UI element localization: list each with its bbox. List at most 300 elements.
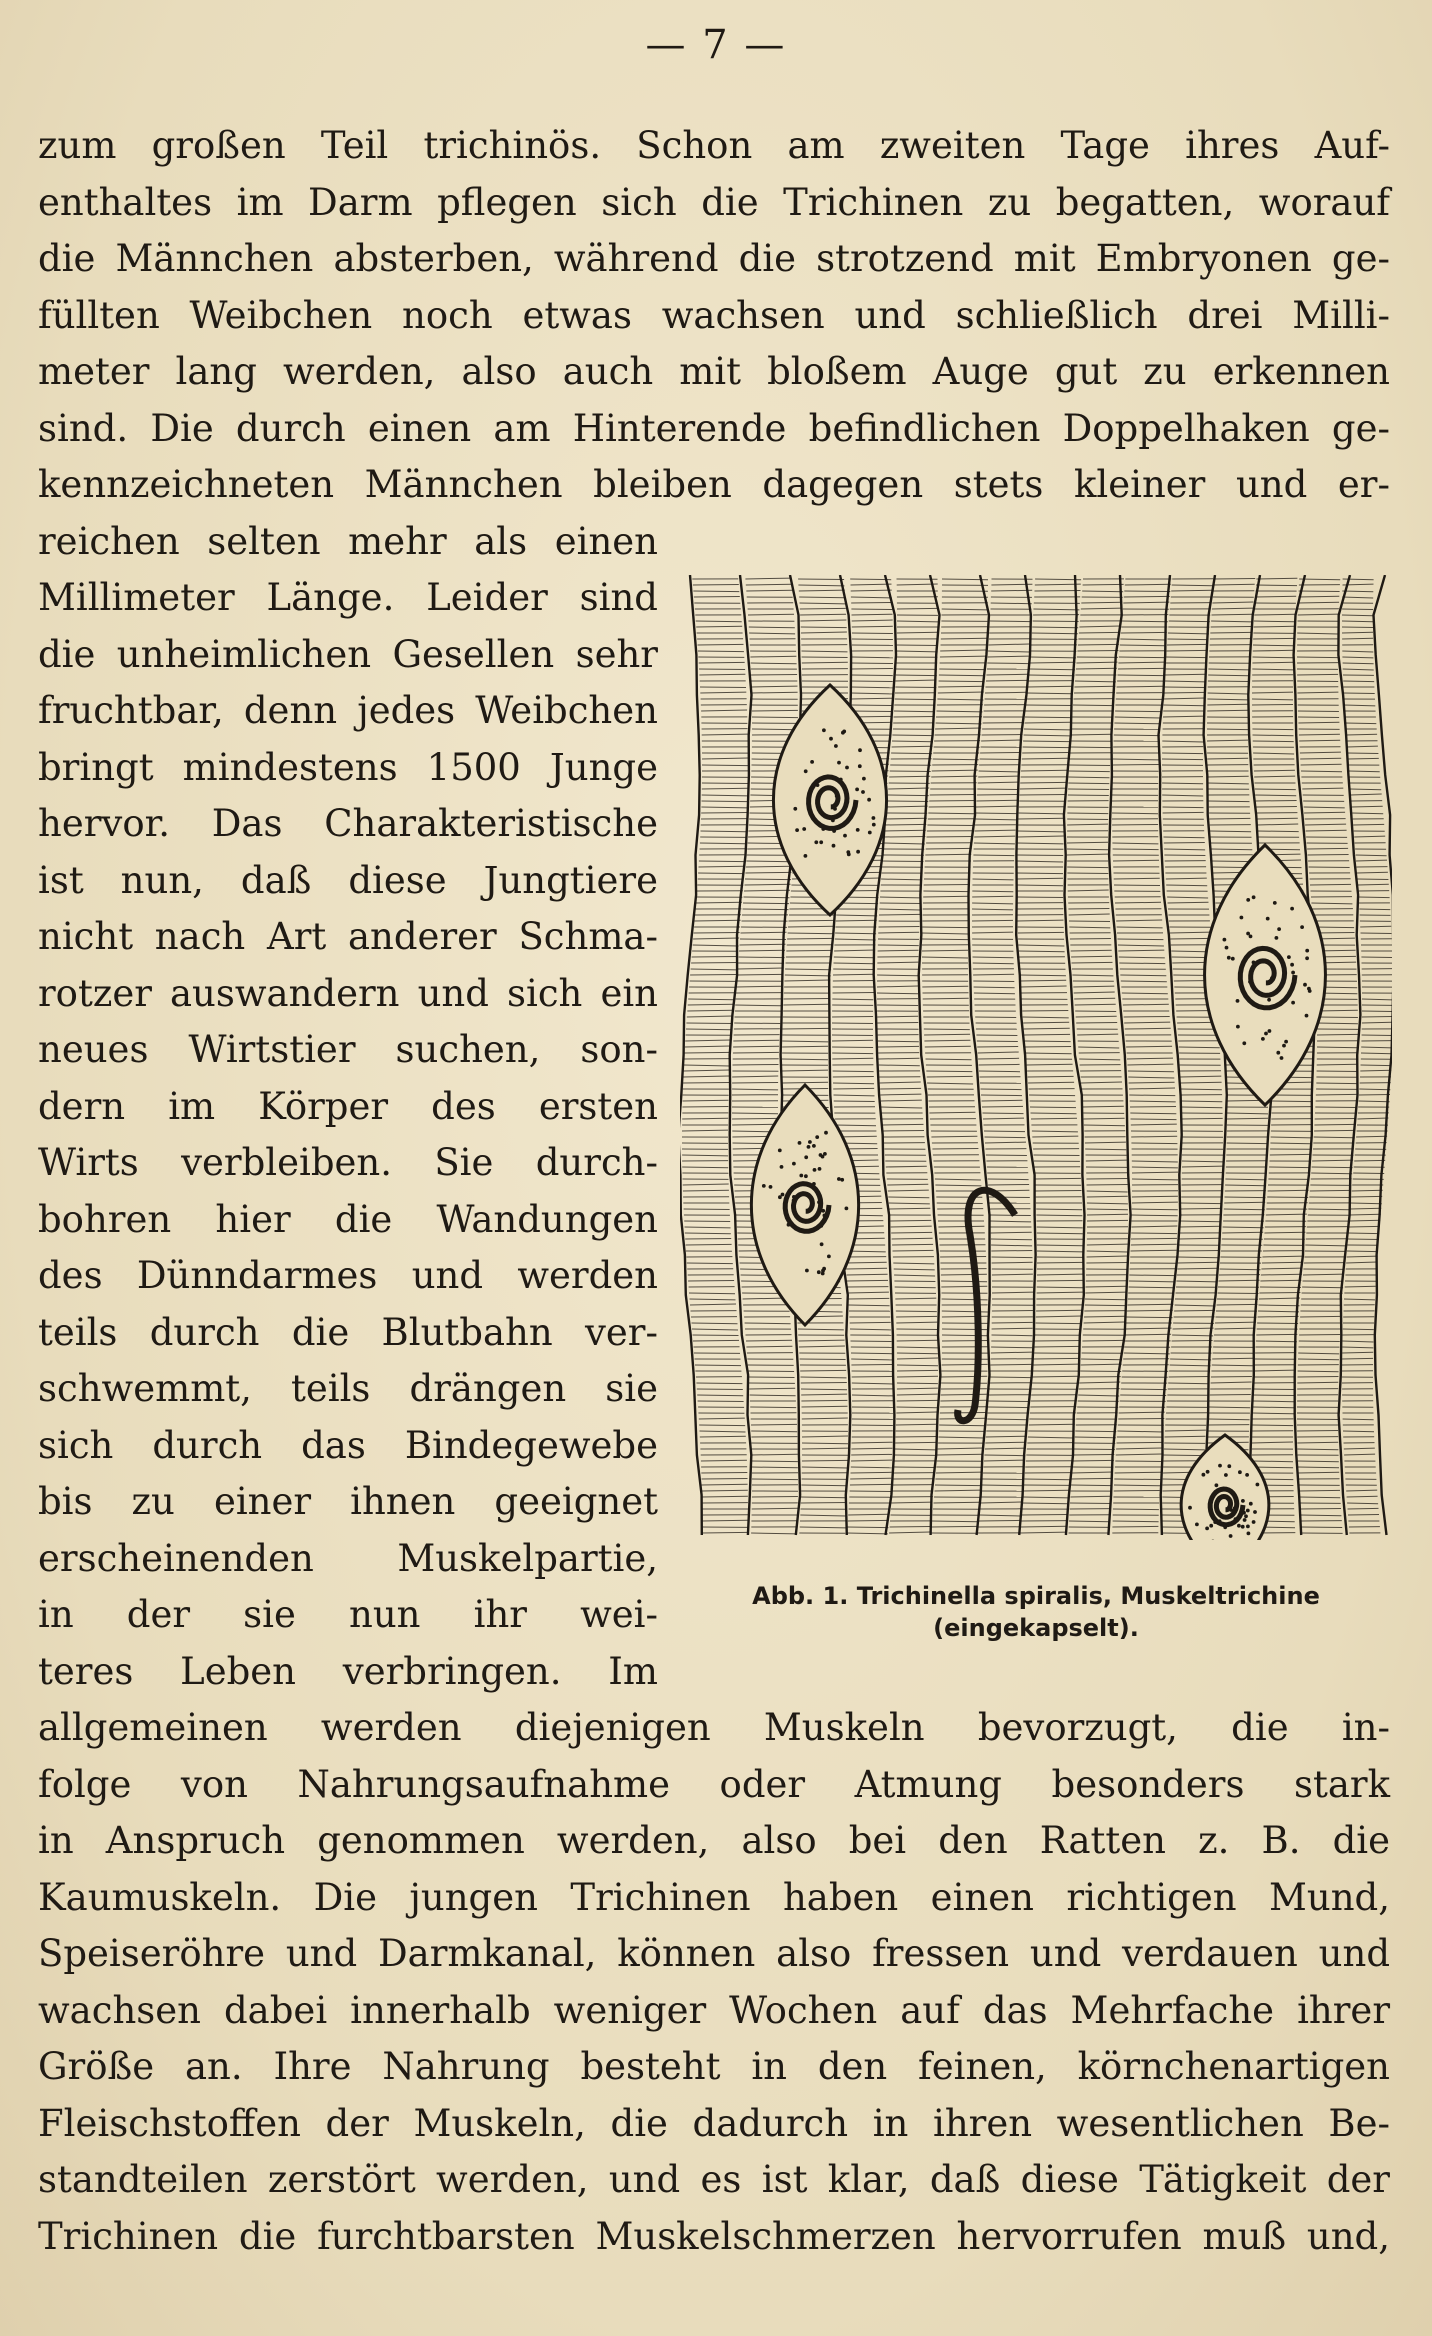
striation (897, 1353, 938, 1354)
striation (1165, 1436, 1206, 1437)
striation (1069, 765, 1110, 766)
striation (1112, 783, 1158, 784)
striation (976, 1035, 1017, 1036)
striation (847, 1280, 888, 1281)
striation (1308, 1209, 1349, 1210)
striation (1303, 1274, 1344, 1275)
striation (922, 933, 968, 934)
striation (890, 1220, 931, 1221)
striation (1037, 1233, 1083, 1234)
striation (701, 813, 747, 814)
striation (987, 663, 1028, 664)
striation (740, 944, 786, 945)
striation (926, 848, 972, 849)
striation (1087, 1209, 1128, 1210)
striation (1072, 962, 1113, 963)
striation (992, 1274, 1033, 1275)
striation (832, 999, 873, 1000)
striation (1252, 662, 1293, 663)
striation (1220, 1269, 1261, 1270)
striation (1252, 669, 1293, 670)
striation (1345, 723, 1376, 724)
striation (1118, 668, 1164, 669)
striation (851, 597, 892, 598)
striation (1298, 1359, 1339, 1360)
striation (1350, 789, 1381, 790)
striation (1162, 759, 1203, 760)
striation (1077, 651, 1118, 652)
striation (702, 758, 748, 759)
striation (1035, 584, 1081, 585)
striation (687, 1016, 733, 1017)
striation (1020, 975, 1066, 976)
striation (783, 1028, 829, 1029)
striation (1033, 1364, 1079, 1365)
text-line: teres Leben verbringen. Im (38, 1650, 658, 1693)
striation (698, 1401, 744, 1402)
striation (1131, 1143, 1177, 1144)
striation (785, 975, 831, 976)
striation (739, 950, 785, 951)
striation (698, 651, 744, 652)
striation (927, 1083, 973, 1084)
striation (1261, 1274, 1302, 1275)
striation (1075, 1004, 1116, 1005)
striation (1021, 986, 1067, 987)
striation (1254, 1370, 1295, 1371)
striation (1299, 734, 1340, 735)
striation (1256, 1334, 1297, 1335)
striation (924, 885, 970, 886)
striation (889, 1532, 930, 1533)
striation (1351, 1203, 1382, 1204)
striation (1114, 1479, 1160, 1480)
striation (1020, 788, 1066, 789)
striation (935, 728, 981, 729)
striation (923, 891, 969, 892)
striation (1029, 1095, 1075, 1096)
text-line: erscheinenden Muskelpartie, (38, 1537, 658, 1580)
striation (1215, 1328, 1256, 1329)
striation (940, 1400, 986, 1401)
striation (1031, 1113, 1077, 1114)
striation (1024, 729, 1070, 730)
striation (1131, 1136, 1177, 1137)
striation (878, 945, 919, 946)
striation (692, 957, 738, 958)
striation (931, 1136, 977, 1137)
striation (1297, 657, 1338, 658)
striation (877, 975, 918, 976)
striation (1299, 1490, 1340, 1491)
striation (1301, 1527, 1342, 1528)
striation (1357, 879, 1388, 880)
striation (752, 686, 798, 687)
striation (687, 1010, 733, 1011)
striation (733, 1046, 779, 1047)
striation (682, 1130, 728, 1131)
striation (1253, 753, 1294, 754)
striation (978, 782, 1019, 783)
striation (746, 861, 792, 862)
striation (974, 993, 1015, 994)
striation (897, 1407, 938, 1408)
striation (1210, 1395, 1251, 1396)
striation (1117, 939, 1163, 940)
striation (745, 578, 791, 579)
striation (1314, 1130, 1355, 1131)
striation (1115, 1472, 1161, 1473)
striation (975, 1017, 1016, 1018)
striation (887, 806, 928, 807)
striation (990, 621, 1031, 622)
text-line: rotzer auswandern und sich ein (38, 972, 658, 1015)
striation (1025, 1047, 1071, 1048)
striation (894, 1467, 935, 1468)
striation (1253, 1413, 1294, 1414)
striation (1119, 957, 1165, 958)
striation (783, 1004, 829, 1005)
striation (1207, 710, 1248, 711)
striation (1347, 746, 1378, 747)
striation (1114, 885, 1160, 886)
striation (1207, 699, 1248, 700)
striation (848, 1520, 889, 1521)
striation (851, 1460, 892, 1461)
striation (1118, 945, 1164, 946)
striation (801, 1400, 847, 1401)
striation (1037, 1262, 1083, 1263)
striation (891, 1502, 932, 1503)
striation (932, 770, 978, 771)
striation (979, 1520, 1020, 1521)
striation (897, 651, 938, 652)
striation (1342, 621, 1373, 622)
striation (1211, 849, 1252, 850)
striation (752, 710, 798, 711)
striation (976, 813, 1017, 814)
striation (699, 866, 745, 867)
striation (1358, 884, 1389, 885)
striation (1087, 1185, 1128, 1186)
striation (1317, 1017, 1358, 1018)
striation (732, 1113, 778, 1114)
striation (880, 903, 921, 904)
striation (1023, 741, 1069, 742)
striation (1182, 1161, 1223, 1162)
striation (1070, 939, 1111, 940)
striation (1362, 1011, 1392, 1012)
striation (1254, 776, 1295, 777)
striation (1069, 921, 1110, 922)
striation (852, 620, 893, 621)
striation (1128, 1077, 1174, 1078)
striation (1084, 1316, 1125, 1317)
striation (1081, 608, 1122, 609)
striation (1314, 1137, 1355, 1138)
striation (752, 1454, 798, 1455)
striation (750, 1407, 796, 1408)
striation (1342, 1341, 1373, 1342)
striation (1253, 741, 1294, 742)
striation (1130, 1101, 1176, 1102)
striation (739, 957, 785, 958)
striation (802, 1418, 848, 1419)
striation (990, 1215, 1031, 1216)
striation (1078, 644, 1119, 645)
striation (938, 1226, 984, 1227)
striation (1077, 1034, 1118, 1035)
striation (1125, 584, 1171, 585)
text-line: des Dünndarmes und werden (38, 1254, 658, 1297)
caption-line-1: Abb. 1. Trichinella spiralis, Muskeltrichine (752, 1582, 1320, 1610)
striation (982, 735, 1023, 736)
striation (835, 933, 876, 934)
striation (1116, 920, 1162, 921)
striation (691, 969, 737, 970)
striation (1270, 1154, 1311, 1155)
striation (1122, 993, 1168, 994)
striation (1117, 927, 1163, 928)
text-line: in Anspruch genommen werden, also bei den Ratten z. B. die (38, 1819, 1390, 1862)
striation (744, 890, 790, 891)
striation (1081, 1364, 1122, 1365)
striation (1300, 1509, 1341, 1510)
striation (895, 1298, 936, 1299)
striation (1266, 1214, 1307, 1215)
striation (892, 735, 933, 736)
striation (1253, 1389, 1294, 1390)
striation (978, 776, 1019, 777)
striation (782, 1059, 828, 1060)
striation (695, 1365, 741, 1366)
striation (687, 1263, 733, 1264)
striation (929, 801, 975, 802)
striation (982, 1100, 1023, 1101)
striation (1027, 1064, 1073, 1065)
striation (880, 1082, 921, 1083)
striation (1031, 1118, 1077, 1119)
striation (1081, 602, 1122, 603)
striation (988, 1185, 1029, 1186)
striation (927, 1076, 973, 1077)
text-line: sich durch das Bindegewebe (38, 1424, 658, 1467)
striation (683, 1083, 729, 1084)
striation (784, 980, 830, 981)
striation (801, 627, 847, 628)
striation (682, 1155, 728, 1156)
striation (1164, 837, 1205, 838)
striation (1076, 662, 1117, 663)
striation (981, 740, 1022, 741)
striation (1037, 1287, 1083, 1288)
striation (879, 927, 920, 928)
striation (799, 597, 845, 598)
striation (732, 1118, 778, 1119)
striation (894, 711, 935, 712)
text-line: ist nun, daß diese Jungtiere (38, 859, 658, 902)
striation (1072, 1472, 1113, 1473)
striation (1130, 1107, 1176, 1108)
striation (834, 963, 875, 964)
striation (750, 656, 796, 657)
striation (1131, 1238, 1177, 1239)
striation (1343, 681, 1374, 682)
striation (942, 579, 988, 580)
striation (992, 1322, 1033, 1323)
striation (1162, 783, 1203, 784)
striation (1356, 1136, 1387, 1137)
striation (1356, 860, 1387, 861)
striation (897, 1400, 938, 1401)
striation (990, 1377, 1031, 1378)
striation (693, 945, 739, 946)
striation (1342, 1358, 1373, 1359)
striation (834, 957, 875, 958)
striation (1018, 932, 1064, 933)
striation (1304, 812, 1345, 813)
striation (1207, 740, 1248, 741)
striation (701, 1460, 747, 1461)
striation (1342, 651, 1373, 652)
striation (1298, 1377, 1339, 1378)
text-line: bis zu einer ihnen geeignet (38, 1480, 658, 1523)
striation (896, 680, 937, 681)
striation (1298, 602, 1339, 603)
striation (1348, 1515, 1379, 1516)
striation (1301, 771, 1342, 772)
striation (1071, 1485, 1112, 1486)
striation (1122, 621, 1168, 622)
striation (851, 711, 892, 712)
striation (936, 723, 982, 724)
striation (1181, 1101, 1222, 1102)
striation (1037, 1251, 1083, 1252)
striation (1208, 693, 1249, 694)
striation (834, 1101, 875, 1102)
striation (1356, 855, 1387, 856)
striation (1298, 1353, 1339, 1354)
striation (1343, 663, 1374, 664)
striation (972, 903, 1013, 904)
striation (987, 1419, 1028, 1420)
striation (983, 1113, 1024, 1114)
striation (1297, 1449, 1338, 1450)
striation (1020, 1532, 1066, 1533)
striation (984, 1131, 1025, 1132)
striation (734, 1023, 780, 1024)
striation (892, 746, 933, 747)
striation (893, 1263, 934, 1264)
striation (1214, 579, 1255, 580)
striation (990, 1221, 1031, 1222)
striation (1069, 771, 1110, 772)
striation (1360, 1070, 1391, 1071)
striation (1176, 1281, 1217, 1282)
striation (851, 1353, 892, 1354)
figure-caption (680, 1580, 1392, 1644)
striation (1177, 1268, 1218, 1269)
striation (1036, 1209, 1082, 1210)
striation (693, 1335, 739, 1336)
striation (1116, 1448, 1162, 1449)
striation (746, 866, 792, 867)
striation (1030, 662, 1076, 663)
striation (1018, 836, 1064, 837)
striation (1076, 668, 1117, 669)
striation (1074, 686, 1115, 687)
striation (1253, 645, 1294, 646)
striation (1297, 674, 1338, 675)
striation (1127, 1058, 1173, 1059)
striation (1036, 1215, 1082, 1216)
striation (1028, 686, 1074, 687)
striation (1113, 765, 1159, 766)
striation (1300, 1316, 1341, 1317)
striation (749, 627, 795, 628)
striation (852, 639, 893, 640)
striation (1073, 705, 1114, 706)
striation (691, 963, 737, 964)
striation (1212, 614, 1253, 615)
striation (1034, 1155, 1080, 1156)
striation (1182, 1118, 1223, 1119)
striation (1165, 681, 1206, 682)
striation (701, 831, 747, 832)
striation (1068, 789, 1109, 790)
text-line: fruchtbar, denn jedes Weibchen (38, 689, 658, 732)
striation (988, 1401, 1029, 1402)
striation (932, 1526, 978, 1527)
striation (1224, 1209, 1265, 1210)
striation (937, 1203, 983, 1204)
striation (1033, 1376, 1079, 1377)
striation (1343, 1431, 1374, 1432)
striation (833, 1088, 874, 1089)
striation (1075, 1011, 1116, 1012)
striation (686, 1244, 732, 1245)
striation (939, 681, 985, 682)
striation (1127, 1310, 1173, 1311)
striation (702, 801, 748, 802)
striation (1017, 885, 1063, 886)
striation (789, 920, 835, 921)
striation (1172, 1335, 1213, 1336)
striation (935, 1485, 981, 1486)
striation (922, 986, 968, 987)
striation (1298, 1472, 1339, 1473)
striation (1267, 1197, 1308, 1198)
striation (1212, 602, 1253, 603)
striation (1132, 1179, 1178, 1180)
striation (694, 597, 740, 598)
striation (889, 1208, 930, 1209)
striation (927, 837, 973, 838)
striation (1347, 1256, 1378, 1257)
striation (751, 1424, 797, 1425)
striation (1346, 734, 1377, 735)
striation (1018, 831, 1064, 832)
striation (1164, 843, 1205, 844)
striation (802, 651, 848, 652)
striation (1113, 849, 1159, 850)
striation (891, 753, 932, 754)
striation (801, 1389, 847, 1390)
striation (972, 891, 1013, 892)
striation (693, 585, 739, 586)
striation (1073, 986, 1114, 987)
fiber-edge (781, 575, 801, 1535)
